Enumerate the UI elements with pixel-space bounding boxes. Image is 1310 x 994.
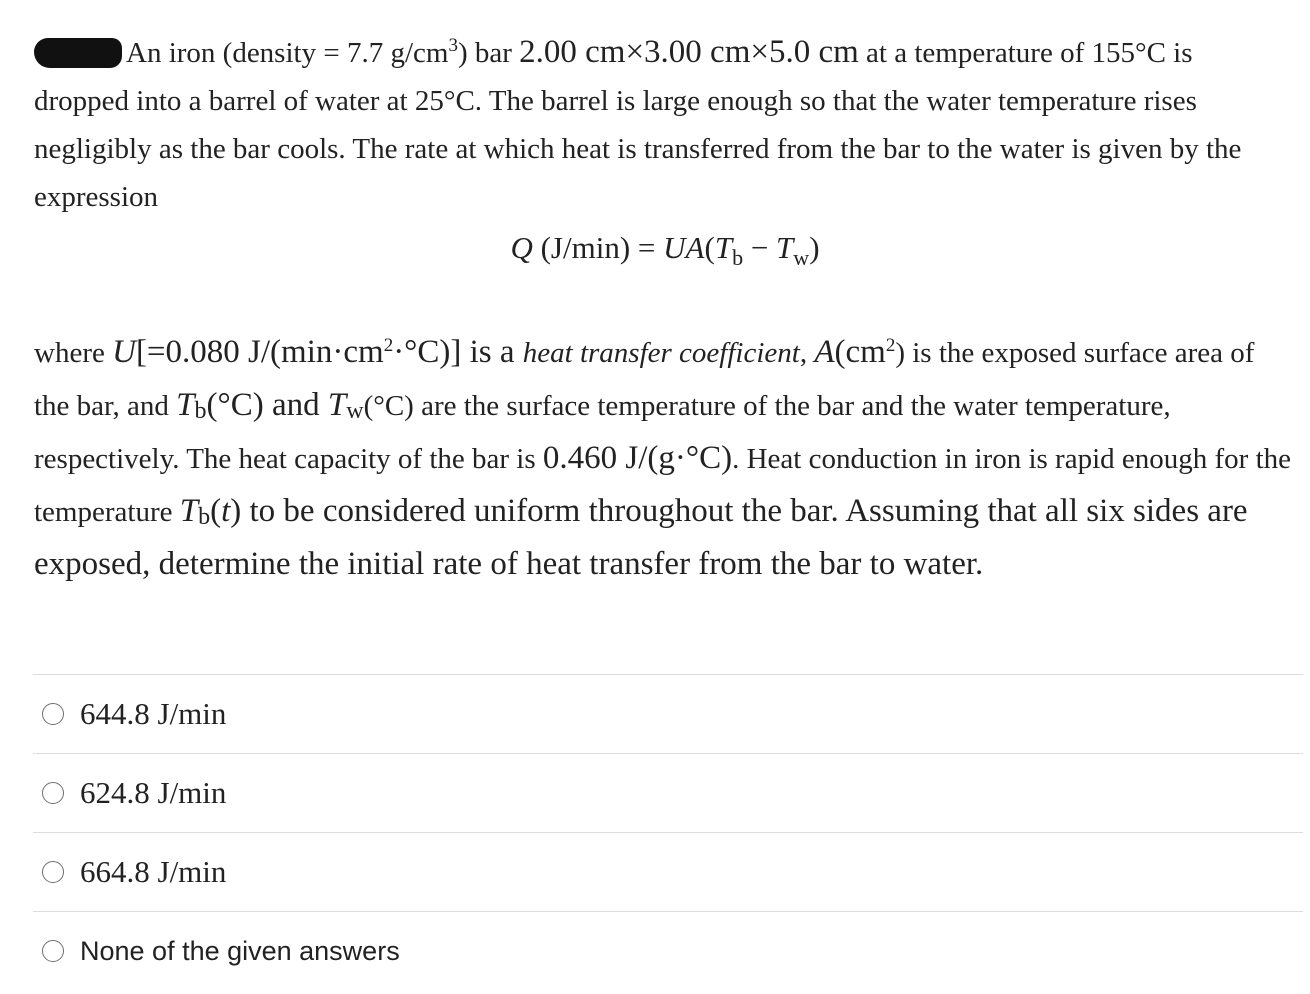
u-value: [=0.080 J/(min·cm bbox=[135, 334, 384, 370]
text: (cm bbox=[834, 334, 886, 370]
question-part: An iron (density = 7.7 g/cm bbox=[126, 37, 449, 69]
var-a: A bbox=[814, 334, 835, 370]
radio-button[interactable] bbox=[42, 703, 64, 725]
eq-sub-w: w bbox=[793, 245, 810, 270]
var-t: T bbox=[176, 387, 195, 423]
answer-option[interactable] bbox=[33, 912, 1303, 990]
text: (°C) and bbox=[206, 387, 328, 423]
option-label: 664.8 J/min bbox=[80, 854, 227, 889]
eq-tb: T bbox=[714, 230, 733, 265]
eq-sub-b: b bbox=[732, 245, 744, 270]
text: ) to be considered uniform throughout the bar. Assuming that all six sides are exposed, determine the initial rate of heat transfer from the bar to water. bbox=[34, 493, 1248, 582]
eq-minus: − bbox=[743, 230, 777, 265]
eq-paren: ( bbox=[704, 230, 715, 265]
question-part: at a temperature of 155°C is dropped into a barrel of water at 25°C. The barrel is large enough so that the water temperature rises negligibly as the bar cools. The rate at which heat is transferred from the bar to the water is given by the expression bbox=[34, 37, 1242, 213]
text: ) is the exposed surface area of the bar, and bbox=[34, 337, 1255, 422]
answer-option[interactable] bbox=[33, 754, 1303, 833]
subscript: b bbox=[194, 398, 207, 424]
var-u: U bbox=[112, 334, 136, 370]
redacted-mark bbox=[34, 38, 122, 68]
superscript: 3 bbox=[448, 35, 458, 56]
answer-option[interactable] bbox=[33, 833, 1303, 912]
subscript: b bbox=[198, 504, 211, 530]
var-time: t bbox=[221, 493, 231, 529]
text: , bbox=[799, 337, 815, 369]
question-text bbox=[34, 28, 1294, 221]
eq-q: Q bbox=[510, 230, 533, 265]
eq-tw: T bbox=[776, 230, 794, 265]
option-label: 624.8 J/min bbox=[80, 775, 227, 810]
heat-transfer-equation bbox=[0, 224, 1310, 272]
option-label: 644.8 J/min bbox=[80, 696, 227, 731]
text: . Heat conduction in iron is rapid enough for the temperature bbox=[34, 443, 1291, 528]
subscript: w bbox=[346, 398, 364, 424]
option-label: None of the given answers bbox=[80, 935, 400, 966]
radio-button[interactable] bbox=[42, 861, 64, 883]
superscript: 2 bbox=[383, 335, 394, 356]
text: ·°C)] is a bbox=[393, 334, 523, 370]
heat-capacity: 0.460 J/(g·°C) bbox=[542, 440, 733, 476]
radio-button[interactable] bbox=[42, 940, 64, 962]
eq-ua: UA bbox=[663, 230, 705, 265]
superscript: 2 bbox=[885, 335, 896, 356]
question-part: ) bar bbox=[457, 37, 520, 69]
var-t: T bbox=[179, 493, 199, 529]
term-italic: heat transfer coefficient bbox=[522, 337, 800, 369]
text: where bbox=[34, 337, 113, 369]
var-t: T bbox=[327, 387, 347, 423]
answer-options bbox=[33, 674, 1303, 990]
answer-option[interactable] bbox=[33, 675, 1303, 754]
radio-button[interactable] bbox=[42, 782, 64, 804]
eq-units: (J/min) = bbox=[532, 230, 664, 265]
bar-dimensions: 2.00 cm×3.00 cm×5.0 cm bbox=[519, 34, 859, 70]
text: (°C) are the surface temperature of the bar and the water temperature, respectively. The heat capacity of the bar is bbox=[34, 390, 1171, 475]
question-details bbox=[34, 326, 1296, 591]
text: ( bbox=[210, 493, 222, 529]
eq-paren: ) bbox=[809, 230, 820, 265]
